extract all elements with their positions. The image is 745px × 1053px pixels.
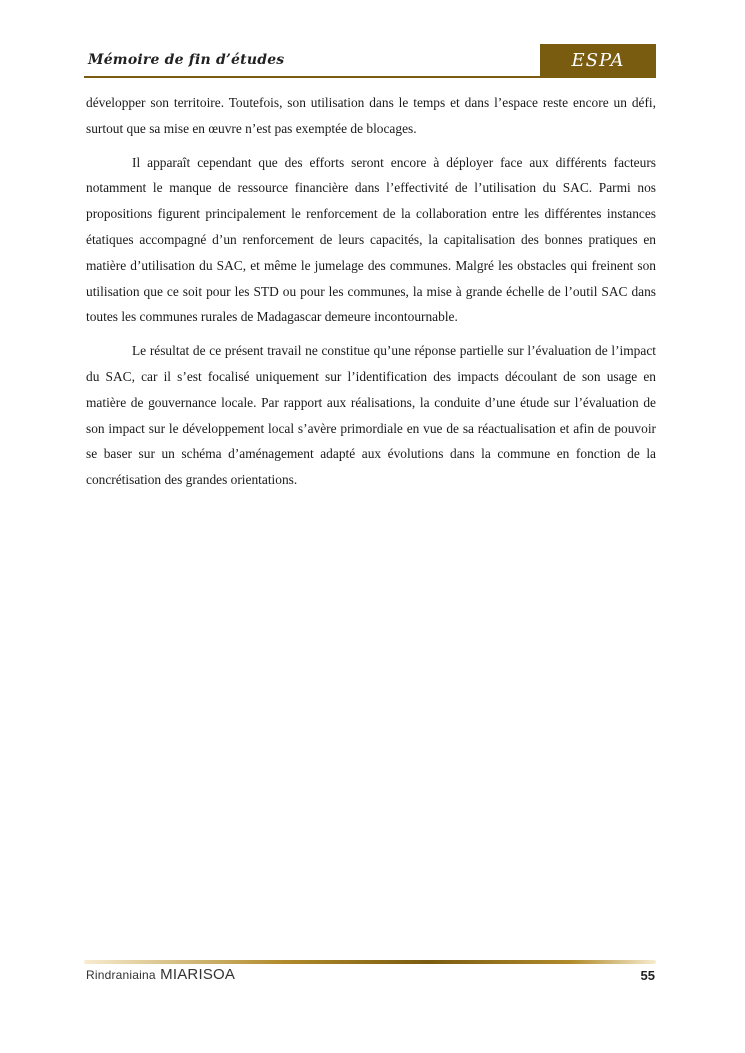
footer-divider: [84, 960, 656, 964]
paragraph: Il apparaît cependant que des efforts seront encore à déployer face aux différents facteurs notamment le manque de ressource financière dans l’effectivité de l’utilisation du SAC. Parmi nos propositions figurent principalement le renforcement de la collaboration entre les différentes instances étatiques accompagné d’un renforcement de leurs capacités, la capitalisation des bonnes pratiques en matière d’utilisation du SAC, et même le jumelage des communes. Malgré les obstacles qui freinent son utilisation que ce soit pour les STD ou pour les communes, la mise à grande échelle de l’outil SAC dans toutes les communes rurales de Madagascar demeure incontournable.: [86, 154, 656, 325]
paragraph: Le résultat de ce présent travail ne constitue qu’une réponse partielle sur l’évaluation de l’impact du SAC, car il s’est focalisé uniquement sur l’identification des impacts découlant de son usage en matière de gouvernance locale. Par rapport aux réalisations, la conduite d’une étude sur l’évaluation de son impact sur le développement local s’avère primordiale en vue de sa réactualisation et afin de pouvoir se baser sur un schéma d’aménagement adapté aux évolutions dans la commune en fonction de la concrétisation des grandes orientations.: [86, 343, 656, 488]
page-header: [84, 44, 656, 78]
header-title: Mémoire de fin d’études: [88, 52, 285, 68]
footer-author: [86, 966, 235, 983]
paragraph: développer son territoire. Toutefois, son utilisation dans le temps et dans l’espace reste encore un défi, surtout que sa mise en œuvre n’est pas exemptée de blocages.: [86, 95, 656, 136]
header-badge: ESPA: [540, 44, 656, 77]
header-divider: [84, 76, 656, 78]
page-number: 55: [640, 968, 655, 983]
body-text: [86, 90, 656, 501]
author-last-name: MIARISOA: [160, 966, 236, 983]
author-first-name: Rindraniaina: [86, 968, 156, 982]
